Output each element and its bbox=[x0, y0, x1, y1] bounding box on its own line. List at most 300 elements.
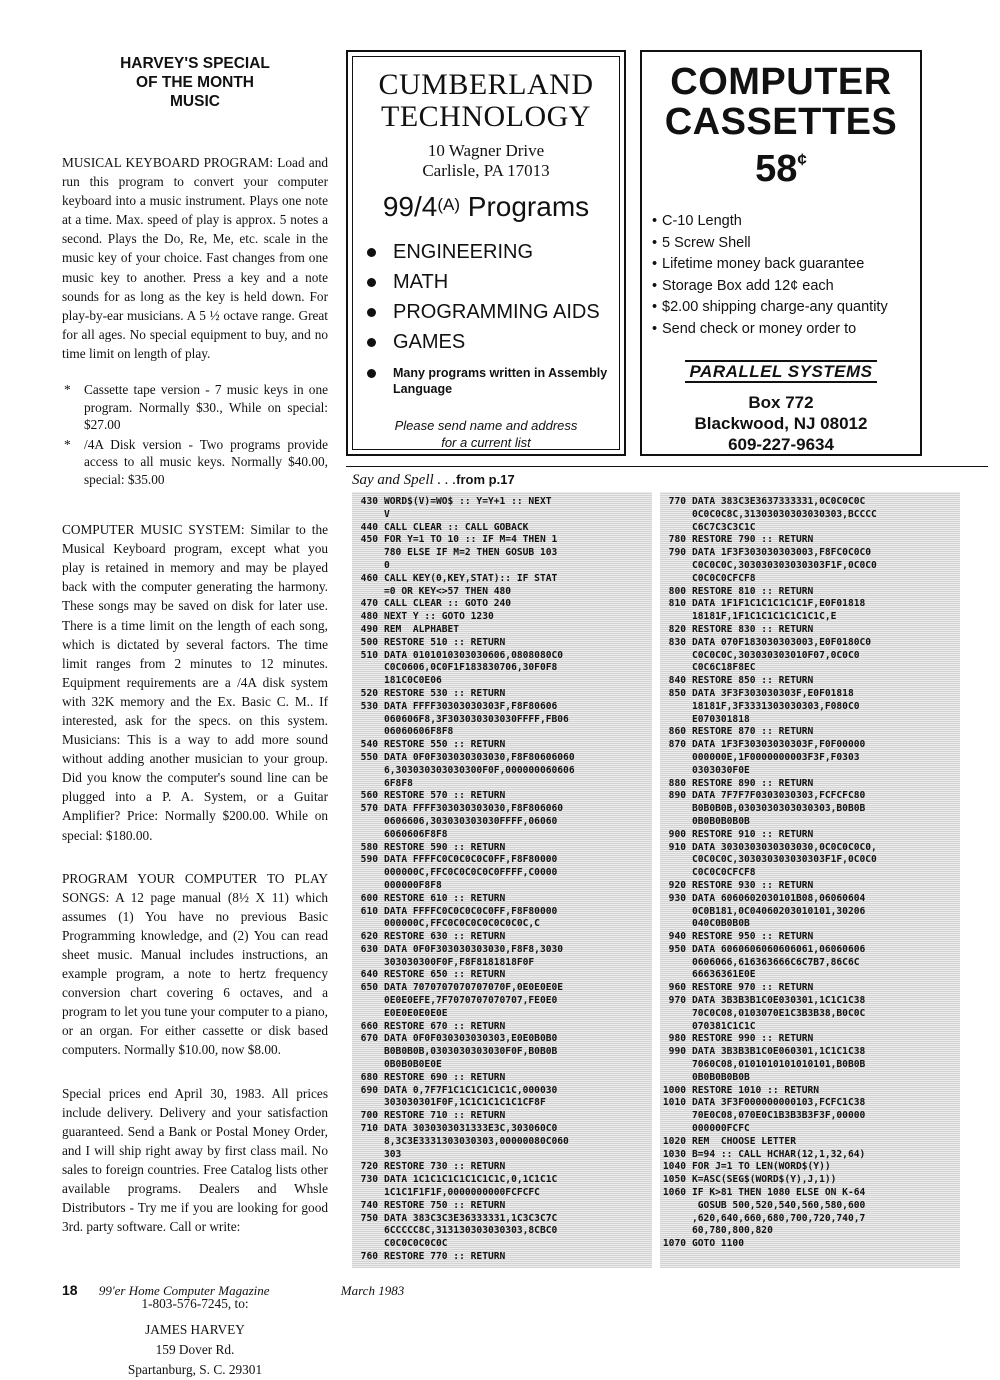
line-number: 560 bbox=[360, 790, 378, 802]
line-number bbox=[352, 816, 384, 829]
code-text: 0303030F0E bbox=[692, 764, 750, 776]
line-number: 770 bbox=[668, 496, 686, 507]
line-number bbox=[660, 1072, 692, 1085]
line-number: 570 bbox=[360, 803, 378, 815]
code-line bbox=[352, 624, 652, 637]
line-number bbox=[352, 1059, 384, 1072]
line-number bbox=[660, 522, 692, 535]
line-number bbox=[660, 816, 692, 829]
feature-item: • Send check or money order to bbox=[652, 319, 920, 341]
code-line bbox=[660, 957, 960, 970]
line-number bbox=[660, 701, 692, 714]
code-line bbox=[352, 688, 652, 701]
line-number: 1020 bbox=[662, 1135, 686, 1147]
code-text: RESTORE 930 :: RETURN bbox=[692, 879, 814, 891]
code-text: 0C0B181,0C04060203010101,30206 bbox=[692, 905, 866, 917]
code-text: DATA 7F7F7F0303030303,FCFCFC80 bbox=[692, 790, 866, 802]
line-number: 670 bbox=[360, 1033, 378, 1045]
line-number: 710 bbox=[360, 1123, 378, 1135]
code-text: DATA 3B3B3B1C0E030301,1C1C1C38 bbox=[692, 995, 866, 1007]
cassette-version-bullet: * Cassette tape version - 7 music keys in one program. Normally $30., While on special: $27.00 bbox=[64, 382, 328, 433]
code-line bbox=[352, 957, 652, 970]
line-number: 790 bbox=[668, 547, 686, 559]
code-text: RESTORE 850 :: RETURN bbox=[692, 675, 814, 687]
code-line bbox=[660, 1097, 960, 1110]
code-text: NEXT Y :: GOTO 1230 bbox=[384, 611, 494, 623]
code-text: 070381C1C1C bbox=[692, 1020, 756, 1032]
code-line bbox=[352, 1238, 652, 1251]
code-text: IF K>81 THEN 1080 ELSE ON K-64 bbox=[692, 1187, 866, 1199]
code-line bbox=[660, 547, 960, 560]
code-line bbox=[660, 867, 960, 880]
line-number: 640 bbox=[360, 969, 378, 981]
code-line bbox=[660, 1238, 960, 1251]
line-number bbox=[660, 1123, 692, 1136]
line-number: 1070 bbox=[662, 1238, 686, 1250]
code-line bbox=[660, 662, 960, 675]
code-text: RESTORE 790 :: RETURN bbox=[692, 534, 814, 546]
listing-heading: Say and Spell . . .from p.17 bbox=[352, 472, 515, 488]
code-text: 66636361E0E bbox=[692, 969, 756, 981]
line-number: 520 bbox=[360, 687, 378, 699]
code-text: 8,3C3E3331303030303,00000080C060 bbox=[384, 1135, 569, 1147]
code-line bbox=[352, 1021, 652, 1034]
line-number: 920 bbox=[668, 879, 686, 891]
code-line bbox=[660, 701, 960, 714]
code-text: 6,303030303030300F0F,000000060606 bbox=[384, 764, 575, 776]
code-line bbox=[352, 867, 652, 880]
code-line bbox=[352, 496, 652, 509]
magazine-name: 99'er Home Computer Magazine bbox=[98, 1283, 270, 1298]
line-number bbox=[352, 714, 384, 727]
line-number: 750 bbox=[360, 1212, 378, 1224]
code-text: DATA 383C3E3637333331,0C0C0C0C bbox=[692, 496, 866, 507]
line-number bbox=[352, 867, 384, 880]
line-number: 440 bbox=[360, 521, 378, 533]
code-text: DATA 0F0F303030303030,F8F80606060 bbox=[384, 751, 575, 763]
code-text: DATA 3F3F000000000103,FCFC1C38 bbox=[692, 1097, 866, 1109]
code-text: 0B0B0B0E0E bbox=[384, 1059, 442, 1071]
line-number bbox=[352, 560, 384, 573]
line-number: 850 bbox=[668, 687, 686, 699]
code-line bbox=[660, 1021, 960, 1034]
cassettes-title: COMPUTER CASSETTES bbox=[664, 61, 898, 143]
code-text: RESTORE 550 :: RETURN bbox=[384, 739, 506, 751]
line-number: 600 bbox=[360, 892, 378, 904]
code-text: RESTORE 710 :: RETURN bbox=[384, 1110, 506, 1122]
code-text: C0C0C0CFCF8 bbox=[692, 867, 756, 879]
code-listing-right bbox=[660, 492, 960, 1268]
code-listing-left bbox=[352, 492, 652, 1268]
code-line bbox=[352, 842, 652, 855]
line-number bbox=[352, 778, 384, 791]
code-text: 7060C08,0101010101010101,B0B0B bbox=[692, 1059, 866, 1071]
line-number: 910 bbox=[668, 841, 686, 853]
cassette-price: 58¢ bbox=[755, 148, 807, 190]
code-text: REM CHOOSE LETTER bbox=[692, 1135, 796, 1147]
code-line bbox=[352, 995, 652, 1008]
code-line bbox=[352, 778, 652, 791]
parallel-systems-logo: PARALLEL SYSTEMS bbox=[642, 362, 920, 382]
cumberland-note: Please send name and address for a current list bbox=[394, 418, 578, 450]
code-text: RESTORE 990 :: RETURN bbox=[692, 1033, 814, 1045]
category-item: PROGRAMMING AIDS bbox=[367, 297, 619, 327]
line-number: 620 bbox=[360, 931, 378, 943]
code-text: RESTORE 630 :: RETURN bbox=[384, 931, 506, 943]
harvey-title: HARVEY'S SPECIAL OF THE MONTH MUSIC bbox=[120, 55, 270, 110]
code-line bbox=[352, 982, 652, 995]
code-text: B0B0B0B,0303030303030303,B0B0B bbox=[692, 803, 866, 815]
code-text: C0C0C0CFCF8 bbox=[692, 572, 756, 584]
program-categories bbox=[367, 237, 619, 397]
code-text: 000000C,FFC0C0C0C0C0C0C0C,C bbox=[384, 918, 540, 930]
line-number: 470 bbox=[360, 598, 378, 610]
code-line bbox=[352, 547, 652, 560]
code-line bbox=[352, 1033, 652, 1046]
code-line bbox=[352, 662, 652, 675]
line-number bbox=[352, 995, 384, 1008]
code-text: DATA 3030303031333E3C,303060C0 bbox=[384, 1123, 558, 1135]
line-number: 690 bbox=[360, 1084, 378, 1096]
code-text: CALL CLEAR :: CALL GOBACK bbox=[384, 521, 529, 533]
code-line bbox=[660, 726, 960, 739]
line-number: 720 bbox=[360, 1161, 378, 1173]
code-line bbox=[660, 906, 960, 919]
line-number bbox=[660, 854, 692, 867]
line-number: 760 bbox=[360, 1251, 378, 1263]
code-line bbox=[660, 1174, 960, 1187]
assembly-language-item: Many programs written in Assembly Language bbox=[367, 365, 619, 397]
code-text: 18181F,1F1C1C1C1C1C1C1C,E bbox=[692, 611, 837, 623]
code-line bbox=[660, 688, 960, 701]
line-number: 590 bbox=[360, 854, 378, 866]
code-text: 0B0B0B0B0B bbox=[692, 1071, 750, 1083]
category-item: GAMES bbox=[367, 327, 619, 357]
code-line bbox=[352, 1149, 652, 1162]
line-number: 1010 bbox=[662, 1097, 686, 1109]
line-number bbox=[352, 1225, 384, 1238]
harvey-ad bbox=[62, 54, 328, 1380]
code-line bbox=[352, 573, 652, 586]
line-number: 830 bbox=[668, 636, 686, 648]
code-line bbox=[660, 509, 960, 522]
code-text: RESTORE 730 :: RETURN bbox=[384, 1161, 506, 1173]
line-number: 870 bbox=[668, 739, 686, 751]
code-line bbox=[660, 1033, 960, 1046]
line-number: 1000 bbox=[662, 1084, 686, 1096]
line-number bbox=[352, 675, 384, 688]
code-text: 0606606,303030303030FFFF,06060 bbox=[384, 815, 558, 827]
code-text: RESTORE 610 :: RETURN bbox=[384, 892, 506, 904]
line-number bbox=[660, 1059, 692, 1072]
code-text: CALL KEY(0,KEY,STAT):: IF STAT bbox=[384, 572, 558, 584]
code-line bbox=[660, 969, 960, 982]
code-text: 0E0E0EFE,7F7070707070707,FE0E0 bbox=[384, 995, 558, 1007]
feature-item: • C-10 Length bbox=[652, 211, 920, 233]
code-line bbox=[660, 1123, 960, 1136]
cassettes-ad bbox=[640, 50, 922, 456]
code-text: DATA 0101010303030606,0808080C0 bbox=[384, 649, 564, 661]
code-text: 0C0C0C8C,31303030303030303,BCCCC bbox=[692, 508, 877, 520]
line-number: 580 bbox=[360, 841, 378, 853]
code-text: 780 ELSE IF M=2 THEN GOSUB 103 bbox=[384, 547, 558, 559]
code-text: DATA FFFF30303030303F,F8F80606 bbox=[384, 700, 558, 712]
code-text: 70C0C08,0103070E1C3B3B38,B0C0C bbox=[692, 1007, 866, 1019]
code-text: DATA FFFF303030303030,F8F806060 bbox=[384, 803, 564, 815]
code-text: RESTORE 750 :: RETURN bbox=[384, 1199, 506, 1211]
line-number bbox=[660, 650, 692, 663]
code-line bbox=[660, 1059, 960, 1072]
code-text: DATA FFFFC0C0C0C0C0FF,F8F80000 bbox=[384, 905, 558, 917]
code-text: K=ASC(SEG$(WORD$(Y),J,1)) bbox=[692, 1174, 837, 1186]
feature-item: • 5 Screw Shell bbox=[652, 233, 920, 255]
code-line bbox=[352, 752, 652, 765]
line-number: 660 bbox=[360, 1020, 378, 1032]
code-text: RESTORE 570 :: RETURN bbox=[384, 790, 506, 802]
line-number bbox=[660, 611, 692, 624]
code-text: DATA 3030303030303030,0C0C0C0C0, bbox=[692, 841, 877, 853]
code-text: 060606F8,3F303030303030FFFF,FB06 bbox=[384, 713, 569, 725]
code-text: RESTORE 810 :: RETURN bbox=[692, 585, 814, 597]
musical-keyboard-paragraph: MUSICAL KEYBOARD PROGRAM: Load and run this program to convert your computer keyboard into a music instrument. Plays one note at a time. Max. speed of play is approx. 5 notes a second. Plays the Do, Re, Me, etc. scale in the music key of your choice. Fast changes from one music key to another. Press a key and a note sounds for as long as the key is held down. For play-by-ear musicians. A 5 ½ octave range. Great for all ages. No special equipment to buy, and no time limit on length of play. bbox=[62, 155, 328, 361]
code-line bbox=[660, 624, 960, 637]
line-number bbox=[352, 918, 384, 931]
code-line bbox=[352, 701, 652, 714]
code-line bbox=[660, 1200, 960, 1213]
line-number bbox=[660, 765, 692, 778]
code-line bbox=[352, 534, 652, 547]
code-line bbox=[352, 906, 652, 919]
code-line bbox=[660, 982, 960, 995]
code-line bbox=[352, 893, 652, 906]
line-number: 460 bbox=[360, 572, 378, 584]
line-number: 800 bbox=[668, 585, 686, 597]
code-line bbox=[660, 1072, 960, 1085]
code-text: B=94 :: CALL HCHAR(12,1,32,64) bbox=[692, 1148, 866, 1160]
line-number bbox=[660, 509, 692, 522]
code-text: C0C0C0C0C0C bbox=[384, 1238, 448, 1250]
line-number bbox=[352, 880, 384, 893]
code-text: REM ALPHABET bbox=[384, 623, 460, 635]
code-line bbox=[352, 509, 652, 522]
line-number: 530 bbox=[360, 700, 378, 712]
code-line bbox=[352, 1161, 652, 1174]
code-text: 303030300F0F,F8F8181818F0F bbox=[384, 956, 535, 968]
line-number: 960 bbox=[668, 982, 686, 994]
line-number: 940 bbox=[668, 931, 686, 943]
line-number bbox=[660, 867, 692, 880]
line-number bbox=[660, 1200, 692, 1213]
line-number: 900 bbox=[668, 828, 686, 840]
code-text: 000000F8F8 bbox=[384, 879, 442, 891]
line-number bbox=[352, 1136, 384, 1149]
line-number bbox=[660, 662, 692, 675]
code-line bbox=[660, 573, 960, 586]
page-footer bbox=[62, 1282, 404, 1299]
line-number bbox=[660, 573, 692, 586]
code-text: FOR Y=1 TO 10 :: IF M=4 THEN 1 bbox=[384, 534, 558, 546]
code-line bbox=[352, 1123, 652, 1136]
code-text: 6F8F8 bbox=[384, 777, 413, 789]
code-line bbox=[352, 931, 652, 944]
code-text: GOSUB 500,520,540,560,580,600 bbox=[692, 1199, 866, 1211]
line-number bbox=[352, 765, 384, 778]
line-number: 680 bbox=[360, 1071, 378, 1083]
code-text: RESTORE 690 :: RETURN bbox=[384, 1071, 506, 1083]
code-text: DATA 6060602030101B08,06060604 bbox=[692, 892, 866, 904]
code-text: CALL CLEAR :: GOTO 240 bbox=[384, 598, 512, 610]
code-text: 303 bbox=[384, 1148, 402, 1160]
line-number bbox=[352, 1097, 384, 1110]
code-text: RESTORE 970 :: RETURN bbox=[692, 982, 814, 994]
line-number bbox=[660, 560, 692, 573]
line-number: 550 bbox=[360, 751, 378, 763]
code-line bbox=[660, 650, 960, 663]
code-text: C0C0C0C,303030303030303F1F,0C0C0 bbox=[692, 559, 877, 571]
code-line bbox=[352, 1072, 652, 1085]
line-number: 840 bbox=[668, 675, 686, 687]
line-number bbox=[660, 918, 692, 931]
code-text: DATA 070F183030303003,E0F0180C0 bbox=[692, 636, 872, 648]
line-number: 950 bbox=[668, 943, 686, 955]
line-number bbox=[352, 1238, 384, 1251]
line-number bbox=[352, 1149, 384, 1162]
code-line bbox=[660, 778, 960, 791]
code-line bbox=[660, 739, 960, 752]
code-line bbox=[660, 995, 960, 1008]
code-line bbox=[660, 790, 960, 803]
line-number: 450 bbox=[360, 534, 378, 546]
line-number: 700 bbox=[360, 1110, 378, 1122]
code-line bbox=[660, 1225, 960, 1238]
line-number: 820 bbox=[668, 623, 686, 635]
code-line bbox=[660, 752, 960, 765]
code-line bbox=[352, 918, 652, 931]
code-text: 1C1C1F1F1F,0000000000FCFCFC bbox=[384, 1187, 540, 1199]
code-line bbox=[352, 1085, 652, 1098]
line-number: 480 bbox=[360, 611, 378, 623]
line-number bbox=[660, 752, 692, 765]
code-text: RESTORE 670 :: RETURN bbox=[384, 1020, 506, 1032]
play-songs-paragraph: PROGRAM YOUR COMPUTER TO PLAY SONGS: A 12 page manual (8½ X 11) which assumes (1) You have no previous Basic Programming knowledge, and (2) You can read sheet music. Manual includes instructions, an example program, a note to hertz frequency conversion chart covering 6 octaves, and a program to let you tune your computer to a piano, or an organ. For either cassette or disk based computers. Normally $10.00, now $8.00. bbox=[62, 870, 328, 1058]
code-line bbox=[352, 637, 652, 650]
line-number bbox=[352, 547, 384, 560]
code-text: DATA 3F3F303030303F,E0F01818 bbox=[692, 687, 854, 699]
code-line bbox=[660, 1136, 960, 1149]
cumberland-ad bbox=[346, 50, 626, 456]
code-text: DATA FFFFC0C0C0C0C0FF,F8F80000 bbox=[384, 854, 558, 866]
cassette-features bbox=[652, 211, 920, 340]
code-text: B0B0B0B,0303030303030F0F,B0B0B bbox=[384, 1046, 558, 1058]
line-number: 630 bbox=[360, 943, 378, 955]
line-number: 490 bbox=[360, 623, 378, 635]
code-text: DATA 3B3B3B1C0E060301,1C1C1C38 bbox=[692, 1046, 866, 1058]
line-number bbox=[660, 1008, 692, 1021]
code-text: RESTORE 910 :: RETURN bbox=[692, 828, 814, 840]
code-text: RESTORE 530 :: RETURN bbox=[384, 687, 506, 699]
code-line bbox=[660, 522, 960, 535]
code-line bbox=[352, 1251, 652, 1264]
code-line bbox=[352, 969, 652, 982]
code-text: DATA 6060606060606061,06060606 bbox=[692, 943, 866, 955]
code-text: 6CCCCC8C,313130303030303,8CBC0 bbox=[384, 1225, 558, 1237]
code-text: DATA 1F1F1C1C1C1C1C1F,E0F01818 bbox=[692, 598, 866, 610]
line-number: 740 bbox=[360, 1199, 378, 1211]
line-number: 860 bbox=[668, 726, 686, 738]
contact-block: 1-803-576-7245, to: JAMES HARVEY 159 Dover Rd. Spartanburg, S. C. 29301 bbox=[127, 1296, 263, 1378]
cumberland-name: CUMBERLAND TECHNOLOGY bbox=[378, 68, 594, 133]
line-number: 510 bbox=[360, 649, 378, 661]
code-text: 040C0B0B0B bbox=[692, 918, 750, 930]
line-number: 980 bbox=[668, 1033, 686, 1045]
code-line bbox=[352, 765, 652, 778]
line-number: 990 bbox=[668, 1046, 686, 1058]
feature-item: • $2.00 shipping charge-any quantity bbox=[652, 297, 920, 319]
code-text: 60,780,800,820 bbox=[692, 1225, 773, 1237]
code-text: 000000C,FFC0C0C0C0C0FFFF,C0000 bbox=[384, 867, 558, 879]
code-line bbox=[660, 944, 960, 957]
code-line bbox=[660, 560, 960, 573]
code-line bbox=[660, 1187, 960, 1200]
code-line bbox=[352, 1046, 652, 1059]
code-line bbox=[660, 611, 960, 624]
code-line bbox=[352, 1008, 652, 1021]
line-number bbox=[660, 969, 692, 982]
code-line bbox=[660, 842, 960, 855]
code-line bbox=[660, 816, 960, 829]
line-number bbox=[352, 662, 384, 675]
code-text: 000000E,1F0000000003F3F,F0303 bbox=[692, 751, 860, 763]
line-number bbox=[660, 957, 692, 970]
line-number: 970 bbox=[668, 995, 686, 1007]
code-text: 18181F,3F3331303030303,F080C0 bbox=[692, 700, 860, 712]
line-number bbox=[352, 957, 384, 970]
code-line bbox=[352, 675, 652, 688]
code-text: WORD$(V)=WO$ :: Y=Y+1 :: NEXT bbox=[384, 496, 552, 507]
issue-date: March 1983 bbox=[340, 1283, 405, 1298]
code-text: 0 bbox=[384, 559, 390, 571]
code-text: FOR J=1 TO LEN(WORD$(Y)) bbox=[692, 1161, 831, 1173]
code-text: GOTO 1100 bbox=[692, 1238, 744, 1250]
code-line bbox=[660, 765, 960, 778]
code-line bbox=[660, 496, 960, 509]
code-line bbox=[352, 1213, 652, 1226]
code-line bbox=[352, 1097, 652, 1110]
code-text: DATA 1C1C1C1C1C1C1C1C,0,1C1C1C bbox=[384, 1174, 558, 1186]
code-line bbox=[352, 790, 652, 803]
code-text: 70E0C08,070E0C1B3B3B3F3F,00000 bbox=[692, 1110, 866, 1122]
code-line bbox=[352, 816, 652, 829]
code-line bbox=[352, 1187, 652, 1200]
code-line bbox=[352, 739, 652, 752]
disk-version-bullet: * /4A Disk version - Two programs provide access to all music keys. Normally $40.00, special: $35.00 bbox=[64, 436, 328, 487]
code-line bbox=[352, 560, 652, 573]
code-text: RESTORE 890 :: RETURN bbox=[692, 777, 814, 789]
code-line bbox=[660, 854, 960, 867]
code-line bbox=[660, 586, 960, 599]
code-line bbox=[352, 1059, 652, 1072]
line-number: 650 bbox=[360, 982, 378, 994]
code-line bbox=[660, 675, 960, 688]
code-text: 181C0C0E06 bbox=[384, 675, 442, 687]
code-text: =0 OR KEY<>57 THEN 480 bbox=[384, 585, 512, 597]
code-text: E0E0E0E0E0E bbox=[384, 1007, 448, 1019]
code-text: C0C0C0C,303030303010F07,0C0C0 bbox=[692, 649, 860, 661]
code-line bbox=[352, 586, 652, 599]
code-text: ,620,640,660,680,700,720,740,7 bbox=[692, 1212, 866, 1224]
section-divider bbox=[346, 466, 988, 467]
code-text: 0606066,616363666C6C7B7,86C6C bbox=[692, 956, 860, 968]
